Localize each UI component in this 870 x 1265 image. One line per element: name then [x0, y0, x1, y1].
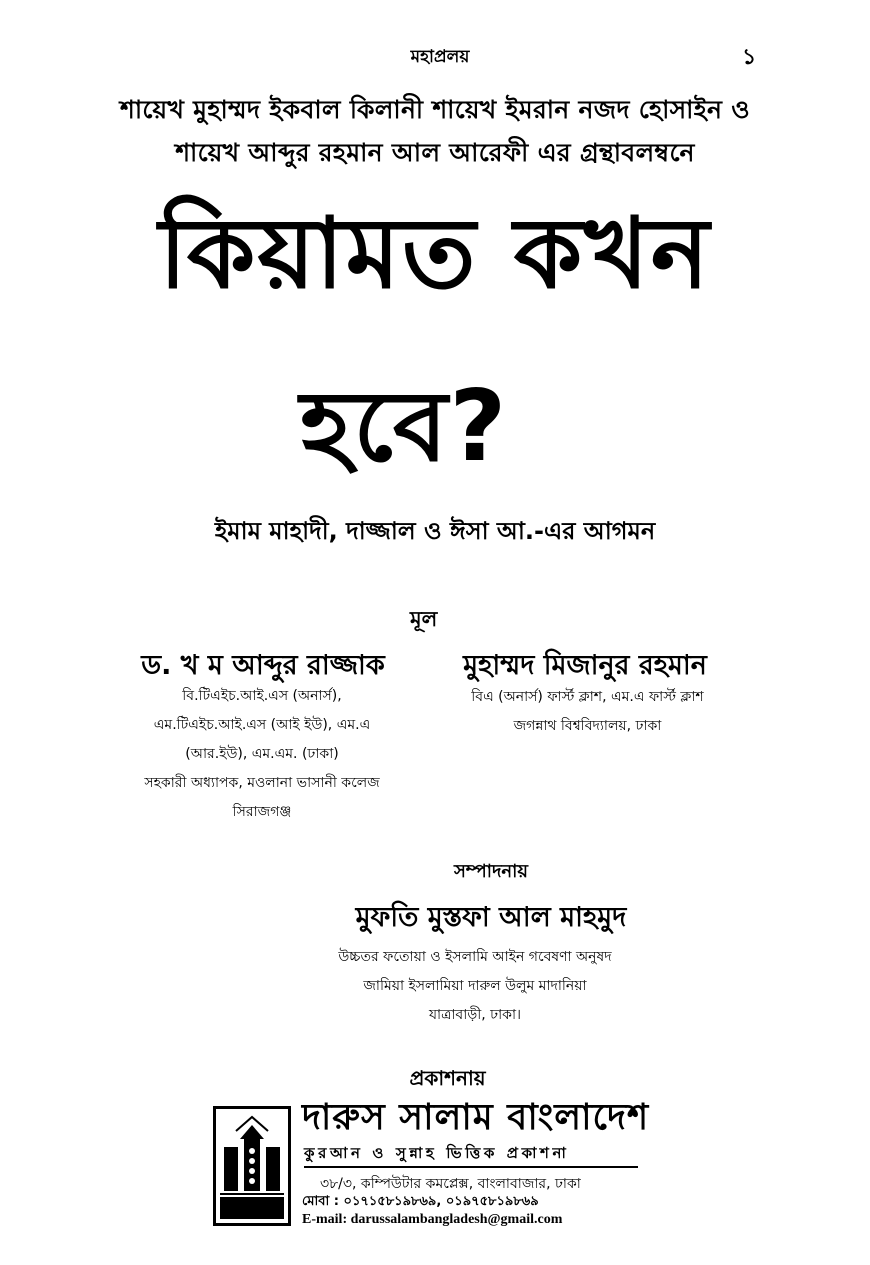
- author-1-qual-line: এম.টিএইচ.আই.এস (আই ইউ), এম.এ: [153, 717, 371, 733]
- page-number: ১: [742, 45, 757, 70]
- author-1-name: ড. খ ম আব্দুর রাজ্জাক: [141, 650, 385, 681]
- editor-details: [0, 943, 870, 1030]
- logo-emblem-icon: [216, 1109, 288, 1223]
- book-title-line-1: কিয়ামত কখন: [158, 197, 712, 311]
- author-1-qual-line: (আর.ইউ), এম.এম. (ঢাকা): [185, 746, 339, 762]
- editor-detail-line: জামিয়া ইসলামিয়া দারুল উলুম মাদানিয়া: [363, 978, 587, 994]
- editor-label: সম্পাদনায়: [454, 861, 528, 882]
- publisher-address: ৩৮/৩, কম্পিউটার কমপ্লেক্স, বাংলাবাজার, ঢাকা: [320, 1176, 581, 1192]
- author-1-qual-line: বি.টিএইচ.আই.এস (অনার্স),: [182, 688, 342, 704]
- author-1-qualifications: [112, 682, 412, 827]
- author-2-name: মুহাম্মদ মিজানুর রহমান: [463, 650, 707, 681]
- publisher-tagline: কুরআন ও সুন্নাহ ভিত্তিক প্রকাশনা: [304, 1144, 570, 1162]
- running-title: মহাপ্রলয়: [410, 47, 470, 67]
- credit-line-2: শায়েখ আব্দুর রহমান আল আরেফী এর গ্রন্থাবলম্বনে: [175, 138, 695, 167]
- author-2-qual-line: বিএ (অনার্স) ফার্স্ট ক্লাশ, এম.এ ফার্স্ট ক্লাশ: [471, 689, 704, 705]
- editor-detail-line: যাত্রাবাড়ী, ঢাকা।: [428, 1007, 522, 1023]
- author-2-qualifications: [435, 683, 740, 741]
- publisher-email: E-mail: darussalambangladesh@gmail.com: [302, 1212, 563, 1227]
- book-title-line-2: হবে?: [300, 370, 509, 484]
- publisher-phone: মোবা : ০১৭১৫৮১৯৮৬৯, ০১৯৭৫৮১৯৮৬৯: [302, 1194, 539, 1209]
- publisher-name: দারুস সালাম বাংলাদেশ: [302, 1097, 650, 1138]
- author-1-qual-line: সিরাজগঞ্জ: [232, 804, 292, 820]
- author-2-qual-line: জগন্নাথ বিশ্ববিদ্যালয়, ঢাকা: [513, 718, 662, 734]
- editor-detail-line: উচ্চতর ফতোয়া ও ইসলামি আইন গবেষণা অনুষদ: [338, 949, 612, 965]
- credit-line-1: শায়েখ মুহাম্মদ ইকবাল কিলানী শায়েখ ইমরান নজদ হোসাইন ও: [120, 95, 750, 124]
- author-1-qual-line: সহকারী অধ্যাপক, মওলানা ভাসানী কলেজ: [144, 775, 380, 791]
- publisher-label: প্রকাশনায়: [409, 1066, 486, 1090]
- editor-name: মুফতি মুস্তফা আল মাহমুদ: [355, 902, 627, 933]
- publisher-divider: [304, 1166, 638, 1168]
- original-authors-label: মূল: [410, 607, 438, 631]
- darussalam-logo-icon: [213, 1106, 291, 1226]
- book-subtitle: ইমাম মাহাদী, দাজ্জাল ও ঈসা আ.-এর আগমন: [214, 517, 656, 545]
